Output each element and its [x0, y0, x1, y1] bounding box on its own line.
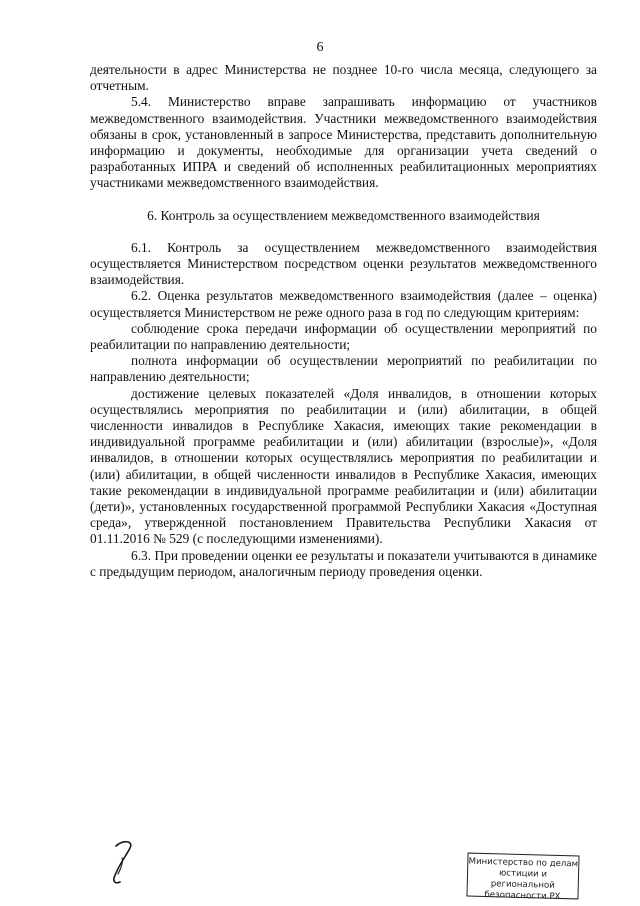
paragraph: 6.3. При проведении оценки ее результаты и показатели учитываются в динамике с предыдущим периодом, аналогичным периоду проведения оценки.	[90, 547, 597, 579]
stamp-line: Министерство по делам	[468, 856, 579, 870]
paragraph: 6.1. Контроль за осуществлением межведомственного взаимодействия осуществляется Министерством посредством оценки результатов межведомственного взаимодействия.	[90, 239, 597, 288]
handwritten-signature	[108, 836, 142, 886]
registration-stamp	[466, 853, 579, 900]
stamp-line: юстиции и региональной	[490, 868, 555, 891]
stamp-line: безопасности РХ	[484, 889, 561, 902]
paragraph: 6.2. Оценка результатов межведомственного взаимодействия (далее – оценка) осуществляется Министерством не реже одного раза в год по следующим критериям:	[90, 288, 597, 320]
section-heading: 6. Контроль за осуществлением межведомственного взаимодействия	[147, 207, 540, 223]
paragraph: соблюдение срока передачи информации об осуществлении мероприятий по реабилитации по направлению деятельности;	[90, 320, 597, 353]
paragraph: достижение целевых показателей «Доля инвалидов, в отношении которых осуществлялись мероприятия по реабилитации и (или) абилитации, в общей численности инвалидов в Республике Хакасия, имеющих такие рекомендации в индивидуальной программе реабилитации и (или) абилитации (взрослые)», «Доля инвалидов, в отношении которых осуществлялись мероприятия по реабилитации и (или) абилитации, в общей численности инвалидов в Республике Хакасия, имеющих такие рекомендации в индивидуальной программе реабилитации и (или) абилитации (дети)», установленных государственной программой Республики Хакасия «Доступная среда», утвержденной постановлением Правительства Республики Хакасия от 01.11.2016 № 529 (с последующими изменениями).	[90, 385, 597, 547]
paragraph: полнота информации об осуществлении мероприятий по реабилитации по направлению деятельности;	[90, 353, 597, 385]
document-body	[90, 62, 597, 580]
page-number: 6	[316, 40, 324, 55]
paragraph: деятельности в адрес Министерства не позднее 10-го числа месяца, следующего за отчетным.	[90, 62, 597, 94]
paragraph: 5.4. Министерство вправе запрашивать информацию от участников межведомственного взаимодействия. Участники межведомственного взаимодействия обязаны в срок, установленный в запросе Министерства, представить дополнительную информацию и документы, необходимые для организации учета сведений о разработанных ИПРА и сведений об исполненных реабилитационных мероприятиях участниками межведомственного взаимодействия.	[90, 94, 597, 191]
